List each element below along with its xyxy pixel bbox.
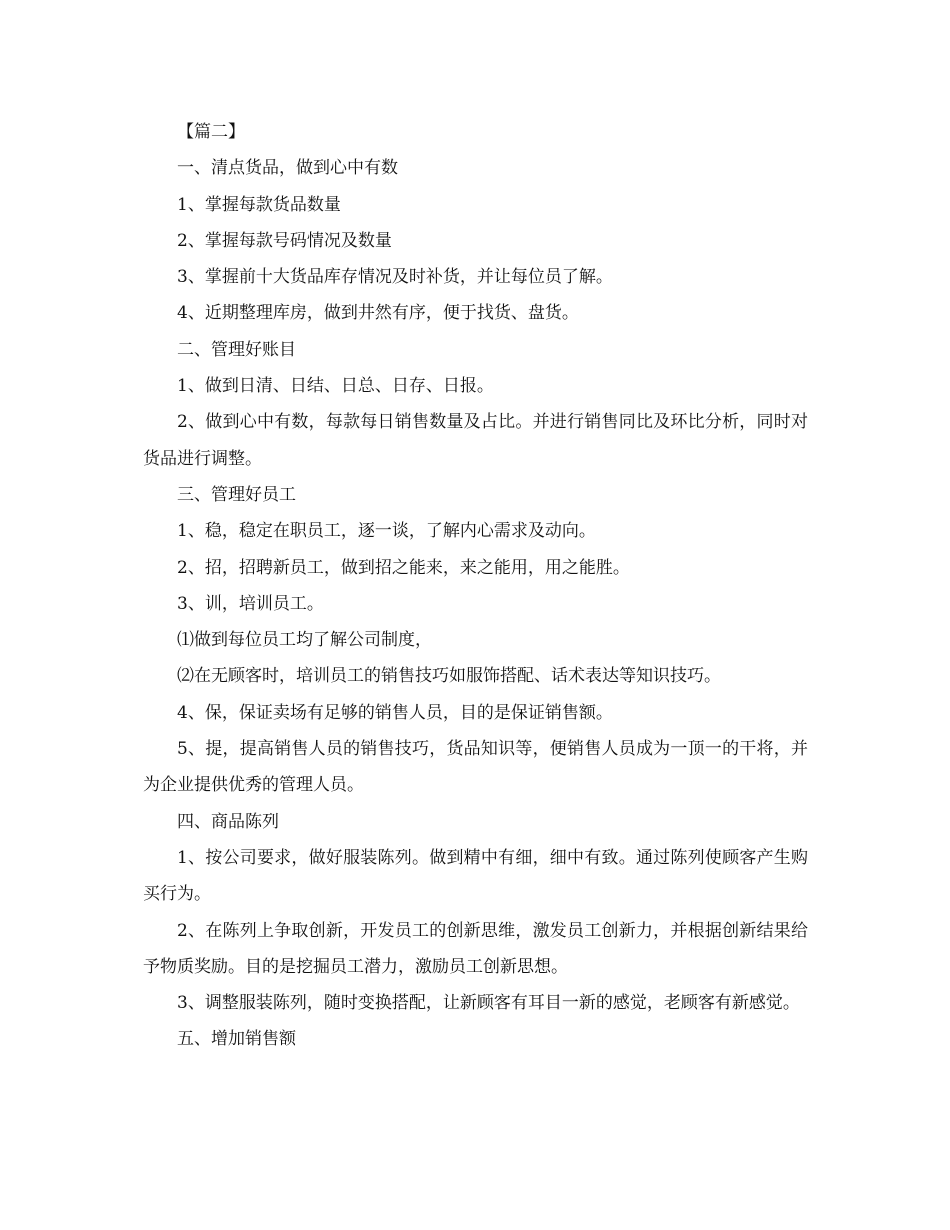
list-item: 2、掌握每款号码情况及数量	[177, 230, 392, 251]
list-item: 2、做到心中有数，每款每日销售数量及占比。并进行销售同比及环比分析，同时对货品进行调整。	[143, 412, 808, 469]
list-item: 4、保，保证卖场有足够的销售人员，目的是保证销售额。	[177, 702, 613, 723]
sub-list-item: ⑴做到每位员工均了解公司制度，	[177, 630, 432, 651]
section-heading: 二、管理好账目	[177, 339, 296, 360]
list-item: 1、做到日清、日结、日总、日存、日报。	[177, 376, 494, 397]
list-item: 4、近期整理库房，做到井然有序，便于找货、盘货。	[177, 303, 579, 324]
list-item: 1、掌握每款货品数量	[177, 194, 341, 215]
section-heading: 五、增加销售额	[177, 1029, 296, 1050]
document-body	[143, 114, 808, 1058]
sub-list-item: ⑵在无顾客时，培训员工的销售技巧如服饰搭配、话术表达等知识技巧。	[177, 666, 721, 687]
list-item: 5、提，提高销售人员的销售技巧，货品知识等，便销售人员成为一顶一的干将，并为企业提供优秀的管理人员。	[143, 739, 808, 796]
list-item: 3、训，培训员工。	[177, 593, 324, 614]
section-heading: 四、商品陈列	[177, 811, 279, 832]
list-item: 1、稳，稳定在职员工，逐一谈，了解内心需求及动向。	[177, 521, 596, 542]
section-heading: 一、清点货品，做到心中有数	[177, 158, 398, 179]
section-label: 【篇二】	[177, 122, 245, 142]
list-item: 2、招，招聘新员工，做到招之能来，来之能用，用之能胜。	[177, 557, 630, 578]
list-item: 1、按公司要求，做好服装陈列。做到精中有细，细中有致。通过陈列使顾客产生购买行为。	[143, 847, 808, 905]
list-item: 2、在陈列上争取创新，开发员工的创新思维，激发员工创新力，并根据创新结果给予物质奖励。目的是挖掘员工潜力，激励员工创新思想。	[143, 920, 808, 977]
section-heading: 三、管理好员工	[177, 484, 296, 505]
list-item: 3、掌握前十大货品库存情况及时补货，并让每位员了解。	[177, 267, 613, 288]
list-item: 3、调整服装陈列，随时变换搭配，让新顾客有耳目一新的感觉，老顾客有新感觉。	[177, 993, 800, 1014]
